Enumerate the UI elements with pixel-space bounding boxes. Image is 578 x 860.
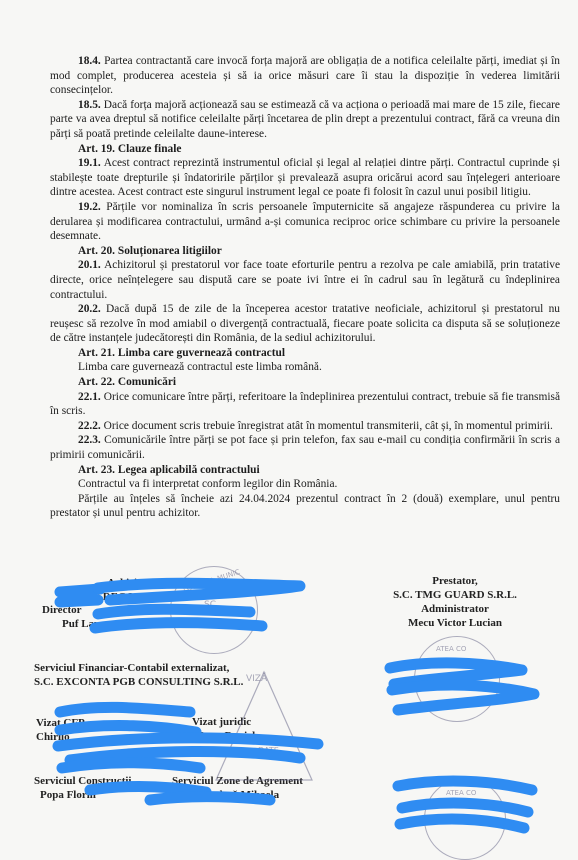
prestator-stamp-text: ATEA CO xyxy=(436,645,467,653)
section-title: Comunicări xyxy=(117,376,177,389)
achizitor-stamp-text: LOCAL AL MUNIC xyxy=(182,568,241,594)
clause-number: 18.5. xyxy=(78,98,101,111)
clause-text: Contractul va fi interpretat conform legilor din România. xyxy=(78,478,338,491)
achizitor-company: SC RECON xyxy=(86,591,143,603)
section-title: Soluționarea litigiilor xyxy=(117,244,222,257)
clause-number: 22.1. xyxy=(78,390,101,403)
prestator-company: S.C. TMG GUARD S.R.L. xyxy=(393,589,517,601)
viza-stamp-text: VIZĂ xyxy=(246,674,268,684)
financiar-label: Serviciul Financiar-Contabil externalizat, xyxy=(34,662,230,674)
achizitor-title: Achizitor, xyxy=(107,577,153,589)
redaction-stroke xyxy=(95,623,262,629)
achizitor-stamp-inner: SC xyxy=(204,600,216,610)
redaction-stroke xyxy=(402,803,528,812)
clause-text: Orice comunicare între părți, referitoare la îndeplinirea prezentului contract, trebuie să fie transmisă în scris. xyxy=(50,390,560,418)
redaction-stroke xyxy=(98,609,250,614)
clause-number: 22.2. xyxy=(78,419,101,432)
clause-text: Partea contractantă care invocă forța majoră are obligația de a notifica celeilalte părți, imediat și în mod complet, producerea acesteia și să ia orice măsuri care îi stau la dispoziție în vederea limitării consecințelor. xyxy=(50,55,560,97)
clause-text: Dacă după 15 de zile de la începerea acestor tratative neoficiale, achizitorul și prestatorul nu reușesc să rezolve în mod amiabil o divergență contractuală, fiecare poate solicita ca disputa să se soluționeze de către instanțele judecătorești din România, de la sediul achizitorului. xyxy=(50,303,560,345)
clause-number: 20.2. xyxy=(78,303,101,316)
section-number: Art. 22. xyxy=(78,376,116,389)
section-title: Clauze finale xyxy=(117,142,182,155)
clause-text: Achizitorul și prestatorul vor face toate eforturile pentru a rezolva pe cale amiabilă, prin tratative directe, orice neînțelegere sau dispută care se poate ivi între ei în cadrul sau în legătură cu îndeplinirea contractului. xyxy=(50,259,561,301)
vizat-cfp-name: Chirilo xyxy=(36,731,70,743)
prestator-role: Administrator xyxy=(421,603,489,615)
redaction-stroke xyxy=(90,786,206,792)
zone-name: Tudosă Mihaela xyxy=(204,789,280,801)
clause-text: Părțile au înțeles să încheie azi 24.04.2024 prezentul contract în 2 (două) exemplare, unul pentru prestator și unul pentru achizitor. xyxy=(50,492,560,520)
clause-number: 22.3. xyxy=(78,434,101,447)
constructii-name: Popa Florin xyxy=(40,789,96,801)
section-number: Art. 19. xyxy=(78,142,116,155)
redaction-stroke xyxy=(150,797,270,800)
redaction-stroke xyxy=(400,819,524,828)
achizitor-name: Puf Laur xyxy=(62,618,106,630)
financiar-company: S.C. EXCONTA PGB CONSULTING S.R.L. xyxy=(34,676,244,688)
clause-number: 20.1. xyxy=(78,259,101,272)
redaction-stroke xyxy=(398,781,532,790)
redaction-stroke xyxy=(58,738,318,746)
clause-number: 19.2. xyxy=(78,200,101,213)
vizat-cfp-label: Vizat CFP xyxy=(36,717,85,729)
redaction-stroke xyxy=(392,685,534,710)
prestator-title: Prestator, xyxy=(432,575,478,587)
prestator-name: Mecu Victor Lucian xyxy=(408,617,502,629)
clause-number: 19.1. xyxy=(78,157,101,170)
clause-text: Orice document scris trebuie înregistrat atât în momentul transmiterii, cât și, în momentul primirii. xyxy=(103,419,553,432)
section-title: Legea aplicabilă contractului xyxy=(117,463,260,476)
clause-text: Dacă forța majoră acționează sau se estimează că va acționa o perioadă mai mare de 15 zile, fiecare parte va avea dreptul să notifice celeilalte părți încetarea de plin drept a prezentului contract, fără ca vreuna din părți să poată pretinde celeilalte daune-interese. xyxy=(50,98,560,140)
vizat-juridic-name: Popa Daniela xyxy=(198,730,261,742)
clause-text: Părțile vor nominaliza în scris persoanele împuternicite să angajeze răspunderea cu privire la derularea și modificarea contractului, urmând a-și comunica reciproc orice schimbare cu privire la persoanele desemnate. xyxy=(50,200,560,243)
section-number: Art. 23. xyxy=(78,463,116,476)
achizitor-director-label: Director xyxy=(42,604,82,616)
redaction-stroke xyxy=(98,583,300,600)
redaction-stroke xyxy=(60,726,196,732)
redaction-stroke xyxy=(62,763,200,768)
prestator-stamp-lower-text: ATEA CO xyxy=(446,789,477,797)
clause-number: 18.4. xyxy=(78,55,101,67)
viza-stamp-inner: DATE xyxy=(258,746,279,755)
vizat-juridic-label: Vizat juridic xyxy=(192,716,252,728)
section-number: Art. 21. xyxy=(78,346,116,359)
clause-text: Acest contract reprezintă instrumentul oficial și legal al relației dintre părți. Contractul cuprinde și stabilește toate drepturile și îndatoririle părților și prevalează asupra oricărui acord sau înțelegeri anterioare dintre acestea. Acest contract este singurul instrument legal ce poate fi folosit în cazul unui posibil litigiu. xyxy=(50,157,561,199)
redaction-stroke xyxy=(60,707,190,712)
constructii-label: Serviciul Constructii xyxy=(34,775,132,787)
clause-text: Limba care guvernează contractul este limba română. xyxy=(78,361,322,374)
section-number: Art. 20. xyxy=(78,244,116,257)
section-title: Limba care guvernează contractul xyxy=(117,346,286,359)
clause-text: Comunicările între părți se pot face și prin telefon, fax sau e-mail cu condiția confirmării în scris a primirii comunicării. xyxy=(50,434,560,462)
zone-label: Serviciul Zone de Agrement xyxy=(172,775,303,787)
